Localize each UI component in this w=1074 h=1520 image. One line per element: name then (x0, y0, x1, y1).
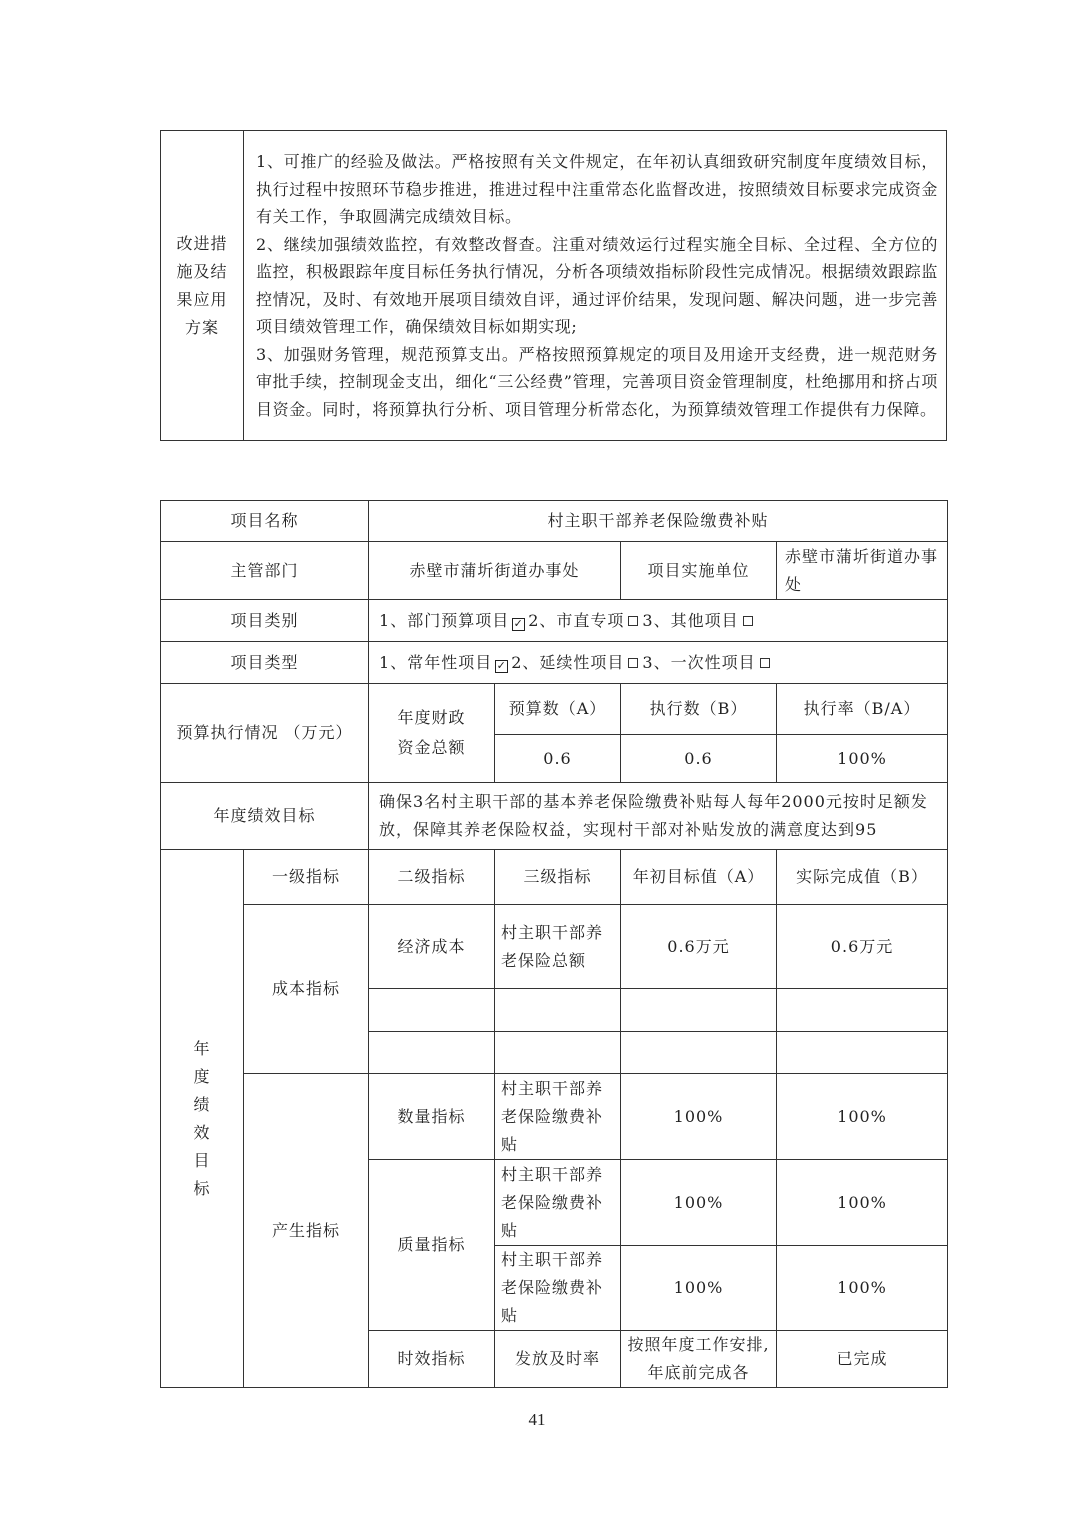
project-name-value: 村主职干部养老保险缴费补贴 (369, 501, 948, 542)
row-budget-header (161, 684, 948, 735)
row-project-name (161, 501, 948, 542)
table-row (161, 1074, 948, 1160)
improvement-content (244, 131, 947, 441)
target-cell: 按照年度工作安排,年底前完成各 (621, 1331, 777, 1388)
category-label: 项目类别 (161, 600, 369, 642)
target-cell: 0.6万元 (621, 905, 777, 989)
target-cell (621, 989, 777, 1032)
type-options: 1、常年性项目 ✓ 2、延续性项目 3、一次性项目 (369, 642, 948, 684)
category-options: 1、部门预算项目 ✓ 2、市直专项 3、其他项目 (369, 600, 948, 642)
actual-cell: 100% (777, 1074, 948, 1160)
project-table (160, 500, 948, 1388)
header-level1: 一级指标 (244, 850, 369, 905)
paragraph-3: 3、加强财务管理，规范预算支出。严格按照预算规定的项目及用途开支经费，进一规范财务审批手续，控制现金支出，细化“三公经费”管理，完善项目资金管理制度，杜绝挪用和挤占项目资金。同时，将预算执行分析、项目管理分析常态化，为预算绩效管理工作提供有力保障。 (256, 344, 938, 419)
quantity-indicator-label: 数量指标 (369, 1074, 495, 1160)
output-indicator-label: 产生指标 (244, 1074, 369, 1388)
header-target: 年初目标值（A） (621, 850, 777, 905)
target-cell: 100% (621, 1246, 777, 1331)
target-cell: 100% (621, 1160, 777, 1246)
goal-label: 年度绩效目标 (161, 783, 369, 850)
row-type (161, 642, 948, 684)
level2-cell (369, 989, 495, 1032)
row-goal (161, 783, 948, 850)
quality-indicator-label: 质量指标 (369, 1160, 495, 1331)
level3-cell: 发放及时率 (495, 1331, 621, 1388)
actual-cell: 100% (777, 1246, 948, 1331)
paragraph-1: 1、可推广的经验及做法。严格按照有关文件规定，在年初认真细致研究制度年度绩效目标，执行过程中按照环节稳步推进，推进过程中注重常态化监督改进，按照绩效目标要求完成资金有关工作，争取圆满完成绩效目标。 (256, 152, 938, 226)
level3-cell: 村主职干部养老保险缴费补贴 (495, 1246, 621, 1331)
actual-cell: 100% (777, 1160, 948, 1246)
row-indicator-header (161, 850, 948, 905)
annual-goal-side-label: 年度绩效目标 (161, 850, 244, 1388)
level3-cell (495, 989, 621, 1032)
level3-cell: 村主职干部养老保险缴费补贴 (495, 1160, 621, 1246)
rate-label: 执行率（B/A） (777, 684, 948, 735)
page-number: 41 (528, 1410, 546, 1429)
impl-value: 赤壁市蒲圻街道办事处 (777, 542, 948, 600)
header-actual: 实际完成值（B） (777, 850, 948, 905)
row-department (161, 542, 948, 600)
checkbox-empty-icon[interactable] (628, 616, 638, 626)
timeliness-indicator-label: 时效指标 (369, 1331, 495, 1388)
row-category (161, 600, 948, 642)
level2-cell (369, 1032, 495, 1074)
actual-cell (777, 1032, 948, 1074)
impl-label: 项目实施单位 (621, 542, 777, 600)
target-cell: 100% (621, 1074, 777, 1160)
table-row (161, 905, 948, 989)
actual-cell: 0.6万元 (777, 905, 948, 989)
header-level2: 二级指标 (369, 850, 495, 905)
checkbox-empty-icon[interactable] (628, 658, 638, 668)
level3-cell (495, 1032, 621, 1074)
paragraph-2: 2、继续加强绩效监控，有效整改督查。注重对绩效运行过程实施全目标、全过程、全方位的监控，积极跟踪年度目标任务执行情况，分析各项绩效指标阶段性完成情况。根据绩效跟踪监控情况，及时、有效地开展项目绩效自评，通过评价结果，发现问题、解决问题，进一步完善项目绩效管理工作，确保绩效目标如期实现; (256, 234, 938, 336)
level2-cell: 经济成本 (369, 905, 495, 989)
type-label: 项目类型 (161, 642, 369, 684)
checkbox-empty-icon[interactable] (760, 658, 770, 668)
checkbox-empty-icon[interactable] (743, 616, 753, 626)
exec-b-value: 0.6 (621, 735, 777, 783)
exec-b-label: 执行数（B） (621, 684, 777, 735)
goal-value: 确保3名村主职干部的基本养老保险缴费补贴每人每年2000元按时足额发放，保障其养老保险权益，实现村干部对补贴发放的满意度达到95 (369, 783, 948, 850)
level3-cell: 村主职干部养老保险缴费补贴 (495, 1074, 621, 1160)
cost-indicator-label: 成本指标 (244, 905, 369, 1074)
improvement-label: 改进措施及结果应用方案 (161, 131, 244, 441)
dept-label: 主管部门 (161, 542, 369, 600)
checkbox-checked-icon[interactable]: ✓ (513, 616, 524, 630)
level3-cell: 村主职干部养老保险总额 (495, 905, 621, 989)
project-name-label: 项目名称 (161, 501, 369, 542)
improvement-table (160, 130, 947, 441)
budget-a-value: 0.6 (495, 735, 621, 783)
checkbox-checked-icon[interactable]: ✓ (496, 658, 507, 672)
rate-value: 100% (777, 735, 948, 783)
fund-total-label: 年度财政资金总额 (369, 684, 495, 783)
actual-cell (777, 989, 948, 1032)
actual-cell: 已完成 (777, 1331, 948, 1388)
budget-label: 预算执行情况 （万元） (161, 684, 369, 783)
target-cell (621, 1032, 777, 1074)
budget-a-label: 预算数（A） (495, 684, 621, 735)
dept-value: 赤壁市蒲圻街道办事处 (369, 542, 621, 600)
header-level3: 三级指标 (495, 850, 621, 905)
